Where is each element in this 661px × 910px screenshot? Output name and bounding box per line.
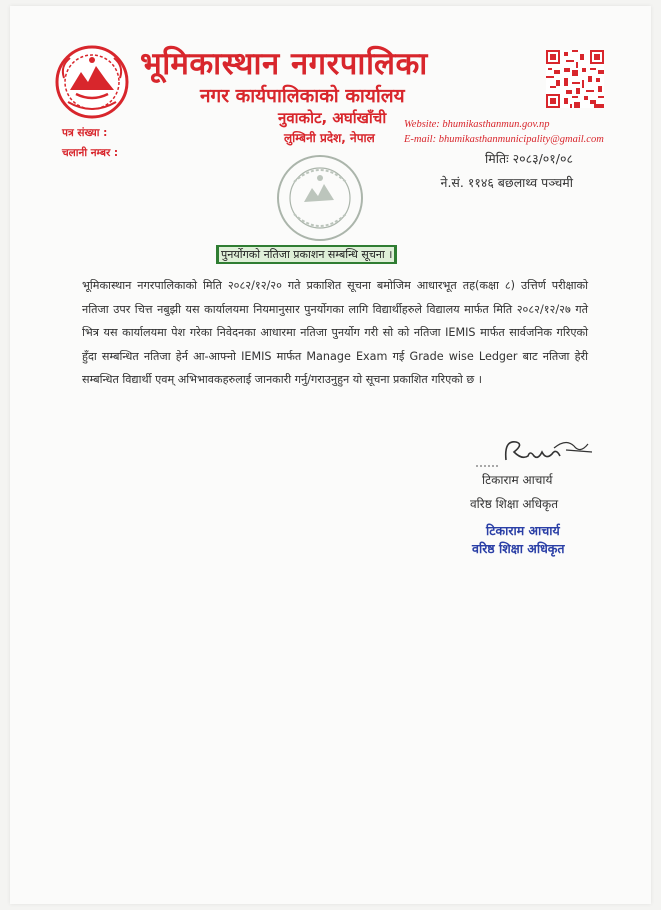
signatory-name: टिकाराम आचार्य [482, 473, 553, 487]
handwritten-signature-icon [470, 430, 600, 472]
nepal-sambat-date: ने.सं. ११४६ बछलाथ्व पञ्चमी [440, 175, 573, 190]
website-text: Website: bhumikasthanmun.gov.np [404, 119, 550, 130]
address-line-2: लुम्बिनी प्रदेश, नेपाल [284, 131, 375, 145]
stamp-signatory-name: टिकाराम आचार्य [486, 523, 560, 538]
letter-number-label: पत्र संख्या : [62, 127, 108, 139]
signatory-designation: वरिष्ठ शिक्षा अधिकृत [470, 497, 559, 511]
contact-info [404, 117, 604, 147]
stamp-signatory-designation: वरिष्ठ शिक्षा अधिकृत [472, 541, 565, 556]
municipality-name: भूमिकास्थान नगरपालिका [140, 46, 428, 82]
letter-date: मितिः २०८३/०१/०८ [485, 151, 573, 166]
dispatch-number-label: चलानी नम्बर : [62, 147, 119, 159]
office-name: नगर कार्यपालिकाको कार्यालय [200, 85, 405, 107]
subject-text: पुनर्योगको नतिजा प्रकाशन सम्बन्धि सूचना । [221, 248, 393, 261]
email-text: E-mail: bhumikasthanmunicipality@gmail.com [404, 134, 604, 145]
government-emblem-icon [54, 44, 130, 120]
address-line-1: नुवाकोट, अर्घाखाँची [278, 109, 387, 127]
office-seal-icon [274, 152, 366, 244]
qr-code-icon [546, 50, 604, 108]
notice-subject [216, 245, 397, 264]
notice-body: भूमिकास्थान नगरपालिकाको मिति २०८२/१२/२० गते प्रकाशित सूचना बमोजिम आधारभूत तह(कक्षा ८) उत्तिर्ण परीक्षाको नतिजा उपर चित्त नबुझी यस कार्यालयमा नियमानुसार पुनर्योगका लागि विद्यार्थीहरुले विद्यालय मार्फत मिति २०८२/१२/२७ गते भित्र यस कार्यालयमा पेश गरेका निवेदनका आधारमा नतिजा पुनर्योग गरी सो को नतिजा IEMIS मार्फत सार्वजनिक गरिएको हुँदा सम्बन्धित नतिजा हेर्न आ-आफ्नो IEMIS मार्फत Manage Exam गई Grade wise Ledger बाट नतिजा हेरी सम्बन्धित विद्यार्थी एवम् अभिभावकहरुलाई जानकारी गर्नु/गराउनुहुन यो सूचना प्रकाशित गरिएको छ । [82, 279, 588, 386]
